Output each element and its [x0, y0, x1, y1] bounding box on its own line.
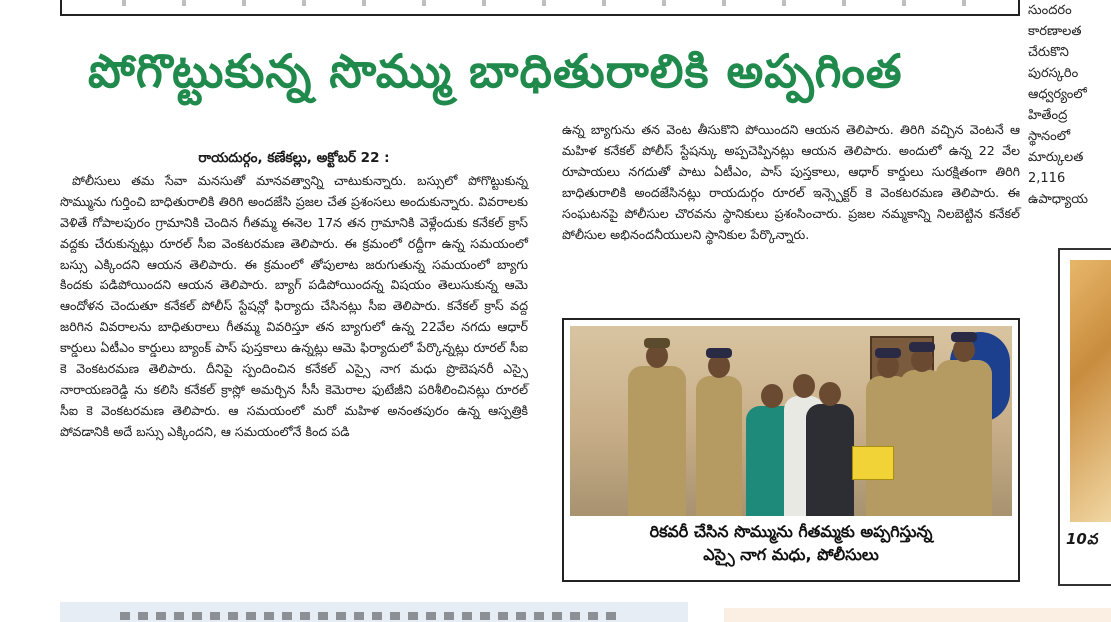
- adjacent-line: 2,116: [1028, 171, 1066, 186]
- article-column-2: [562, 120, 1020, 245]
- next-article-text-fragment: [120, 612, 620, 620]
- dateline: రాయదుర్గం, కణేకల్లు, అక్టోబర్ 22 :: [198, 150, 390, 166]
- article-headline: పోగొట్టుకున్న సొమ్ము బాధితురాలికి అప్పగింత: [88, 44, 903, 98]
- adjacent-photo: [1070, 260, 1111, 522]
- woman-figure: [806, 404, 854, 516]
- adjacent-line: స్థానంలో: [1028, 129, 1071, 144]
- news-photo-frame: [562, 318, 1020, 582]
- adjacent-photo-frame: [1058, 248, 1111, 586]
- adjacent-line: ఉపాధ్యాయ: [1028, 192, 1088, 207]
- adjacent-line: హితేంద్ర: [1028, 108, 1068, 123]
- adjacent-line: కారణాలత: [1028, 24, 1082, 39]
- adjacent-line: ఆధ్వర్యంలో: [1028, 87, 1087, 102]
- adjacent-line: సుందరం: [1028, 3, 1072, 18]
- officer-figure: [696, 376, 742, 516]
- next-article-strip-right: [724, 608, 1111, 622]
- news-photo: [570, 326, 1012, 516]
- adjacent-line: చేరుకొని: [1028, 45, 1069, 60]
- officer-figure: [936, 360, 992, 516]
- officer-figure: [628, 366, 686, 516]
- photo-caption: [564, 520, 1018, 566]
- adjacent-line: పురస్కరిం: [1028, 66, 1079, 81]
- photo-caption-line: ఎస్సై నాగ మధు, పోలీసులు: [703, 545, 879, 564]
- article-column-1: [60, 148, 528, 443]
- adjacent-photo-caption: 10వ: [1066, 530, 1098, 548]
- article-body-part-1: పోలీసులు తమ సేవా మనసుతో మానవత్వాన్ని చాటుకున్నారు. బస్సులో పోగొట్టుకున్న సొమ్మును గుర్తించి బాధితురాలికి తిరిగి అందజేసి ప్రజల చేత ప్రశంసలు అందుకున్నారు. వివరాలకు వెళితే గోపాలపురం గ్రామానికి చెందిన గీతమ్మ ఈనెల 17న తన గ్రామానికి వెళ్లేందుకు కనేకల్ క్రాస్ వద్దకు చేరుకున్నట్లు రూరల్ సీఐ వెంకటరమణ తెలిపారు. ఈ క్రమంలో రద్దీగా ఉన్న సమయంలో బస్సు ఎక్కిందని ఆయన తెలిపారు. ఈ క్రమంలో తోపులాట జరుగుతున్న సమయంలో బ్యాగు కిందకు పడిపోయిందని ఆయన తెలిపారు. బ్యాగ్ పడిపోయిందన్న విషయం తెలుసుకున్న ఆమె ఆందోళన చెందుతూ కనేకల్ పోలీస్ స్టేషన్లో ఫిర్యాదు చేసినట్లు సీఐ తెలిపారు. కనేకల్ క్రాస్ వద్ద జరిగిన వివరాలను బాధితురాలు గీతమ్మ వివరిస్తూ తన బ్యాగులో ఉన్న 22వేల నగదు ఆధార్ కార్డులు ఏటీఎం కార్డులు బ్యాంక్ పాస్ పుస్తకాలు ఉన్నట్లు ఆమె ఫిర్యాదులో పేర్కొన్నట్లు రూరల్ సీఐ కె వెంకటరమణ తెలిపారు. దీనిపై స్పందించిన కనేకల్ ఎస్సై నాగ మధు ప్రొబెషనరీ ఎస్సై నారాయణరెడ్డి ను కలిసి కనేకల్ క్రాస్లో అమర్చిన సీసీ కెమెరాల ఫుటేజీని పరిశీలించినట్లు రూరల్ సీఐ కె వెంకటరమణ తెలిపారు. ఆ సమయంలో మరో మహిళ అనంతపురం ఉన్న ఆస్పత్రికి పోవడానికి అదే బస్సు ఎక్కిందని, ఆ సమయంలోనే కింద పడి: [60, 172, 528, 439]
- article-body-part-2: ఉన్న బ్యాగును తన వెంట తీసుకొని పోయిందని ఆయన తెలిపారు. తిరిగి వచ్చిన వెంటనే ఆ మహిళ కనేకల్ పోలీస్ స్టేషన్కు అప్పచెప్పినట్లు ఆయన తెలిపారు. అందులో ఉన్న 22 వేల రూపాయలు నగదుతో పాటు ఏటీఎం, పాస్ పుస్తకాలు, ఆధార్ కార్డులు సురక్షితంగా తిరిగి బాధితురాలికి అందజేసినట్లు రాయదుర్గం రూరల్ ఇన్స్పెక్టర్ కె వెంకటరమణ తెలిపారు. ఈ సంఘటనపై పోలీసుల చొరవను స్థానికులు ప్రశంసించారు. ప్రజల నమ్మకాన్ని నిలబెట్టిన కనేకల్ పోలీసుల అభినందనీయులని స్థానికుల పేర్కొన్నారు.: [562, 122, 1020, 242]
- previous-article-text-fragment: [122, 0, 978, 6]
- previous-article-frame: [60, 0, 1020, 16]
- photo-caption-line: రికవరీ చేసిన సొమ్మును గీతమ్మకు అప్పగిస్తున్న: [649, 522, 933, 541]
- adjacent-line: మార్కులత: [1028, 150, 1084, 165]
- cash-parcel: [852, 446, 894, 480]
- next-article-strip: [60, 602, 688, 622]
